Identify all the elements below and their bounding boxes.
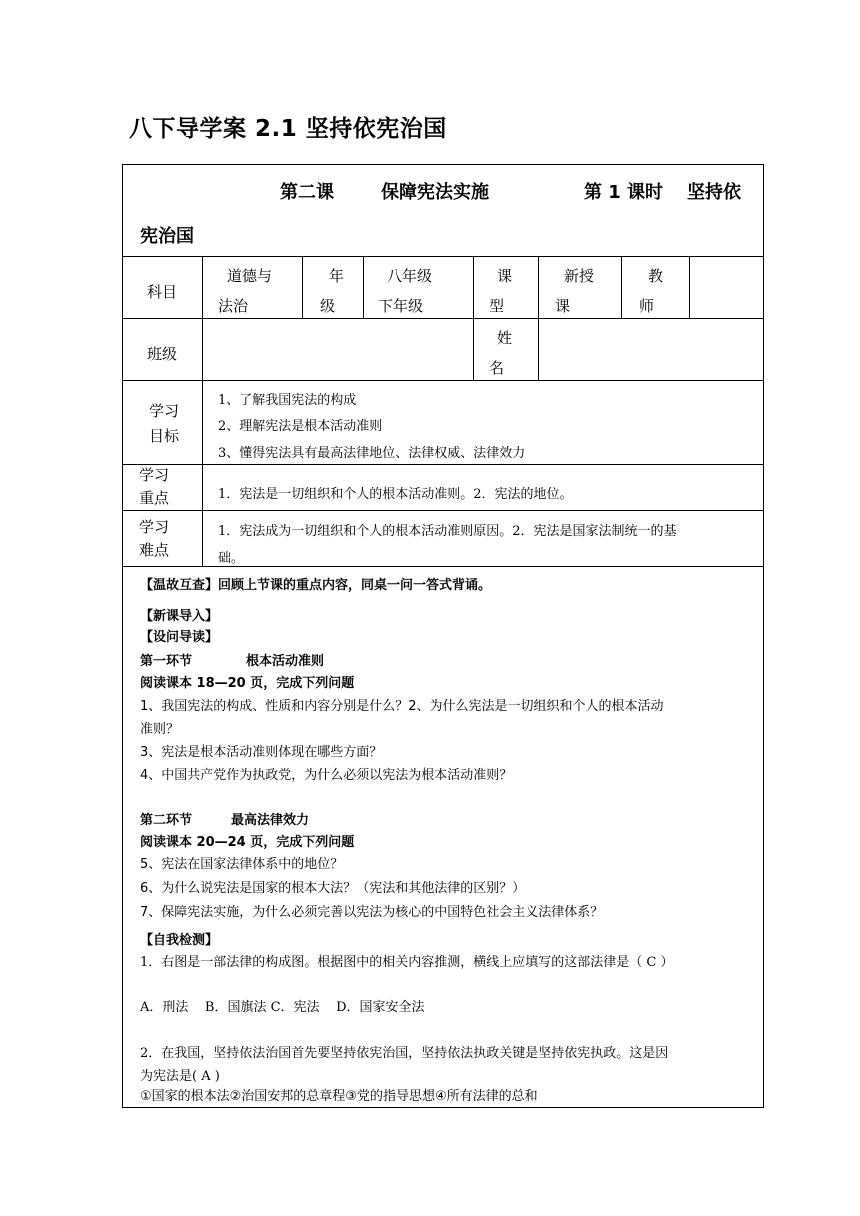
lesson-plan-table — [122, 164, 764, 1108]
question: 3、宪法是根本活动准则体现在哪些方面？ — [140, 745, 383, 760]
goal-item: 1、了解我国宪法的构成 — [218, 393, 357, 408]
exercise-options: A．刑法 B．国旗法 C．宪法 D．国家安全法 — [140, 1000, 425, 1015]
exercise: 1．右图是一部法律的构成图。根据图中的相关内容推测，横线上应填写的这部法律是（ C ） — [140, 955, 674, 970]
question: 7、保障宪法实施，为什么必须完善以宪法为核心的中国特色社会主义法律体系？ — [140, 905, 604, 920]
teacher-label: 教 — [648, 267, 664, 285]
question: 5、宪法在国家法律体系中的地位？ — [140, 857, 344, 872]
section1-title: 根本活动准则 — [246, 654, 325, 669]
question: 准则？ — [140, 722, 180, 737]
name-label: 姓 — [497, 329, 513, 347]
column-divider — [302, 256, 303, 318]
type-label: 课 — [497, 267, 513, 285]
teacher-label: 师 — [639, 297, 655, 315]
row-divider — [123, 380, 763, 381]
exercise-options: ①国家的根本法②治国安邦的总章程③党的指导思想④所有法律的总和 — [140, 1089, 538, 1104]
header-unit-title: 保障宪法实施 — [381, 182, 489, 203]
column-divider — [538, 256, 539, 380]
intro-heading: 【新课导入】 — [140, 609, 219, 624]
key-points-label: 学习 — [139, 466, 170, 484]
column-divider — [363, 256, 364, 318]
header-period: 第 1 课时 — [584, 182, 664, 203]
guide-heading: 【设问导读】 — [140, 630, 219, 645]
type-label: 型 — [489, 297, 505, 315]
class-label: 班级 — [147, 345, 178, 363]
review-heading: 【温故互查】回顾上节课的重点内容，同桌一问一答式背诵。 — [140, 578, 492, 593]
subject-label: 科目 — [147, 283, 178, 301]
column-divider — [202, 256, 203, 566]
difficulties-text: 础。 — [218, 551, 245, 566]
document-title: 八下导学案 2.1 坚持依宪治国 — [129, 116, 447, 142]
type-value: 新授 — [564, 267, 595, 285]
section2-title: 第二环节 — [140, 813, 193, 828]
row-divider — [123, 510, 763, 511]
row-divider — [123, 464, 763, 465]
difficulties-text: 1．宪法成为一切组织和个人的根本活动准则原因。2．宪法是国家法制统一的基 — [218, 524, 677, 539]
question: 4、中国共产党作为执政党，为什么必须以宪法为根本活动准则？ — [140, 768, 513, 783]
goal-item: 3、懂得宪法具有最高法律地位、法律权威、法律效力 — [218, 446, 526, 461]
section2-reading: 阅读课本 20—24 页，完成下列问题 — [140, 835, 355, 850]
row-divider — [123, 566, 763, 567]
header-lesson: 第二课 — [280, 182, 334, 203]
grade-label: 年 — [329, 267, 345, 285]
type-value: 课 — [555, 297, 571, 315]
header-topic-end: 宪治国 — [140, 226, 194, 247]
exercise: 为宪法是( A ) — [140, 1069, 220, 1084]
question: 6、为什么说宪法是国家的根本大法？（宪法和其他法律的区别？） — [140, 881, 526, 896]
grade-label: 级 — [320, 297, 336, 315]
section2-title: 最高法律效力 — [231, 813, 310, 828]
grade-value: 下年级 — [378, 297, 424, 315]
header-topic-start: 坚持依 — [687, 182, 741, 203]
goals-label: 目标 — [149, 427, 180, 445]
column-divider — [621, 256, 622, 318]
exercise: 2．在我国，坚持依法治国首先要坚持依宪治国，坚持依法执政关键是坚持依宪执政。这是因 — [140, 1046, 669, 1061]
difficulties-label: 难点 — [139, 541, 170, 559]
subject-value: 法治 — [218, 297, 249, 315]
grade-value: 八年级 — [387, 267, 433, 285]
row-divider — [123, 256, 763, 257]
goals-label: 学习 — [149, 402, 180, 420]
subject-value: 道德与 — [227, 267, 273, 285]
goal-item: 2、理解宪法是根本活动准则 — [218, 419, 383, 434]
key-points-text: 1．宪法是一切组织和个人的根本活动准则。2．宪法的地位。 — [218, 487, 573, 502]
name-label: 名 — [489, 359, 505, 377]
difficulties-label: 学习 — [139, 518, 170, 536]
column-divider — [689, 256, 690, 318]
self-check-heading: 【自我检测】 — [140, 933, 219, 948]
question: 1、我国宪法的构成、性质和内容分别是什么？2、为什么宪法是一切组织和个人的根本活动 — [140, 699, 664, 714]
key-points-label: 重点 — [139, 489, 170, 507]
section1-title: 第一环节 — [140, 654, 193, 669]
section1-reading: 阅读课本 18—20 页，完成下列问题 — [140, 676, 355, 691]
column-divider — [473, 256, 474, 380]
